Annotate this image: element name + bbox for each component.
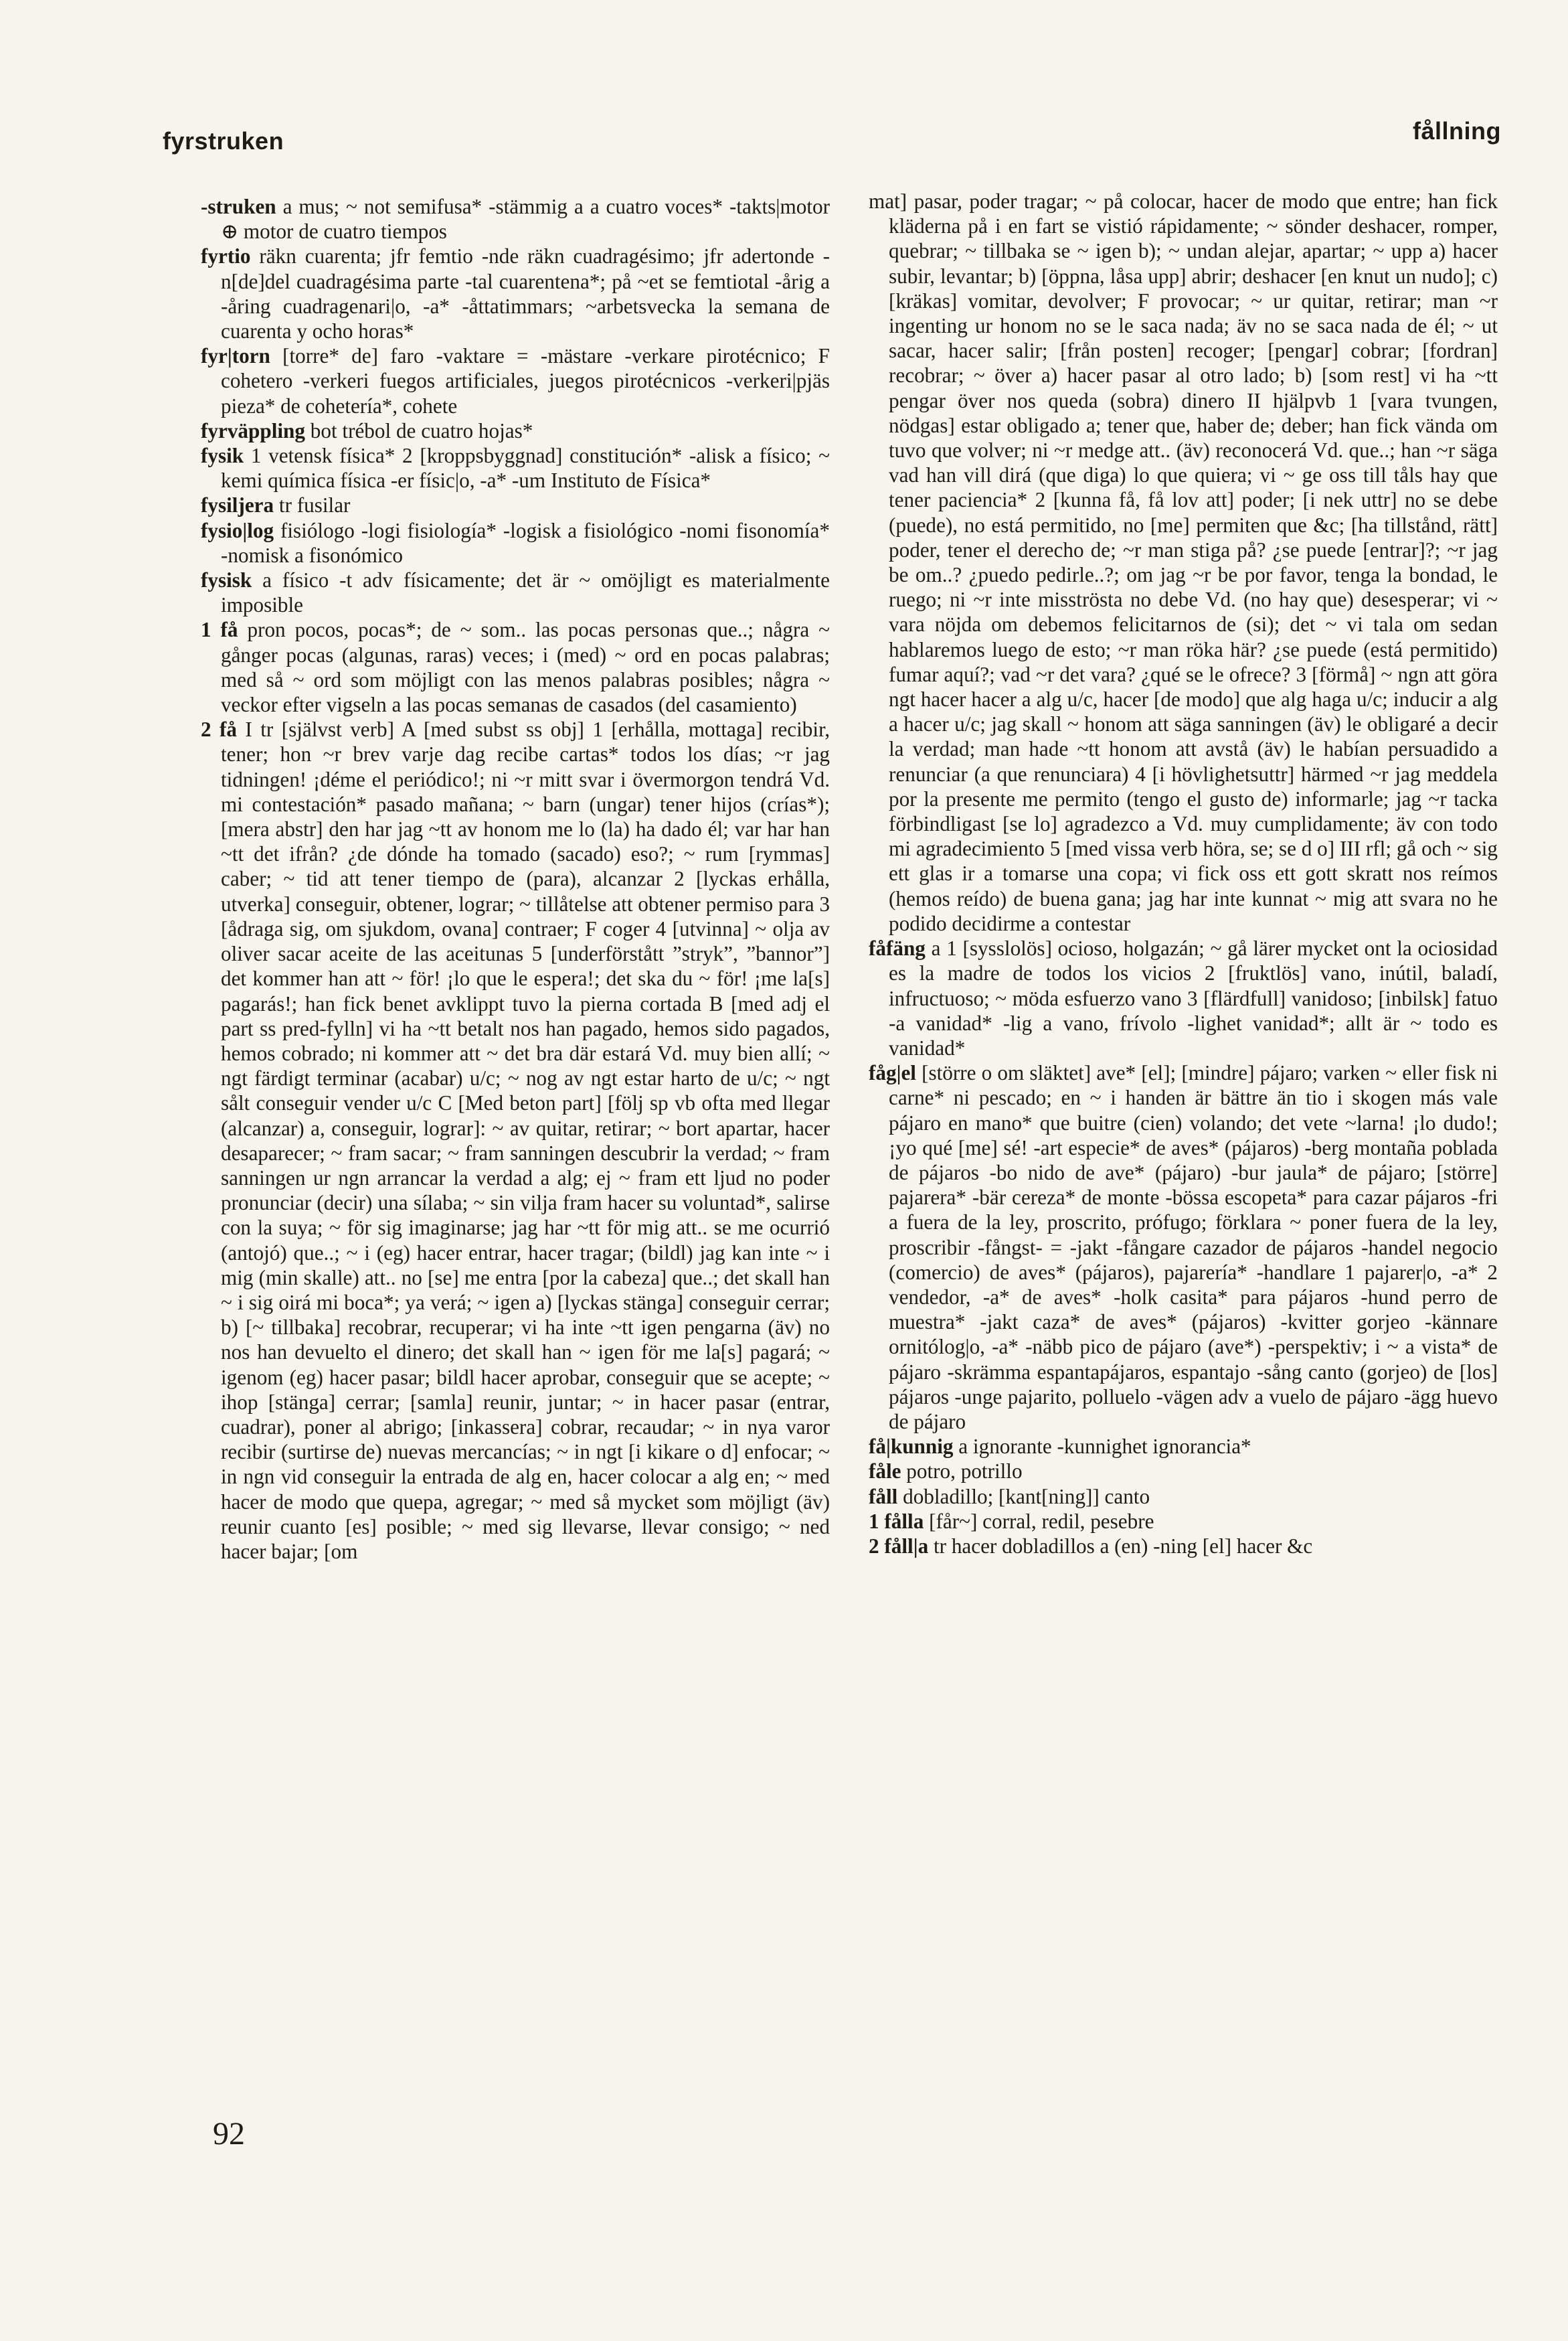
entry-headword: -struken (201, 195, 276, 218)
dictionary-entry (869, 1534, 1498, 1558)
entry-text: mat] pasar, poder tragar; ~ på colocar, hacer de modo que entre; han fick kläderna på i en fart se vistió rápidamente; ~ sönder deshacer, romper, quebrar; ~ tillbaka se ~ igen b); ~ undan alejar, apartar; ~ upp a) hacer subir, levantar; b) [öppna, låsa upp] abrir; deshacer [en knut un nudo]; c) [kräkas] vomitar, devolver; F provocar; ~ ur quitar, retirar; man ~r ingenting ur honom no se le saca nada; äv no se saca nada de él; ~ ut sacar, hacer salir; [från posten] recoger; [pengar] cobrar; [fordran] recobrar; ~ över a) hacer pasar al otro lado; b) [som rest] vi ha ~tt pengar över nos queda (sobra) dinero II hjälpvb 1 [vara tvungen, nödgas] estar obligado a; tener que, haber de; deber; han fick vända om tuvo que volver; ni ~r medge att.. (äv) reconocerá Vd. que..; han ~r säga vad han vill dirá (que diga) lo que quiera; vi ~ ge oss till tåls hay que tener paciencia* 2 [kunna få, få lov att] poder; [i nek uttr] no se debe (puede), no está permitido, no [me] permiten que &c; [ha tillstånd, rätt] poder, tener el derecho de; ~r man stiga på? ¿se puede [entrar]?; ~r jag be om..? ¿puedo pedirle..?; om jag ~r be por favor, tenga la bondad, le ruego; ni ~r inte misströsta no debe Vd. (no hay que) desesperar; vi ~ vara nöjda om debemos felicitarnos de (si); det ~ vi tala om sedan hablaremos luego de esto; ~r man röka här? ¿se puede (está permitido) fumar aquí?; vad ~r det vara? ¿qué se le ofrece? 3 [förmå] ~ ngn att göra ngt hacer hacer a alg u/c, hacer [de modo] que alg haga u/c; inducir a alg a hacer u/c; jag skall ~ honom att säga sanningen (äv) le obligaré a decir la verdad; man hade ~tt honom att avstå (äv) le habían persuadido a renunciar (a que renunciara) 4 [i hövlighetsuttr] härmed ~r jag meddela por la presente me permito (tengo el gusto de) informarle; jag ~r tacka förbindligast [se lo] agradezco a Vd. muy cumplidamente; äv con todo mi agradecimiento 5 [med vissa verb höra, se; se d o] III rfl; gå och ~ sig ett glas ir a tomarse una copa; vi fick oss ett gott skratt nos reímos (hemos reído) de buena gana; jag har inte kunnat ~ mig att svara no he podido decidirme a contestar (869, 189, 1498, 935)
dictionary-entry (869, 1509, 1498, 1534)
entry-headword: fysiljera (201, 493, 274, 517)
entry-headword: fysisk (201, 568, 252, 592)
dictionary-entry (201, 617, 830, 717)
entry-text: räkn cuarenta; jfr femtio -nde räkn cuadragésimo; jfr adertonde -n[de]del cuadragésima parte -tal cuarentena*; på ~et se femtiotal -årig a -åring cuadragenari|o, -a* -åttatimmars; ~arbetsvecka la semana de cuarenta y ocho horas* (221, 244, 830, 343)
left-column (201, 194, 830, 2082)
entry-text: a mus; ~ not semifusa* -stämmig a a cuatro voces* -takts|motor ⊕ motor de cuatro tiempos (221, 195, 830, 244)
entry-text: [får~] corral, redil, pesebre (929, 1509, 1154, 1533)
dictionary-entry (201, 717, 830, 1564)
entry-text: potro, potrillo (906, 1459, 1023, 1483)
entry-headword: 2 fåll|a (869, 1534, 929, 1558)
entry-headword: fåg|el (869, 1061, 916, 1085)
entry-text: I tr [självst verb] A [med subst ss obj] 1 [erhålla, mottaga] recibir, tener; hon ~r brev varje dag recibe cartas* todos los días; ~r jag tidningen! ¡déme el periódico!; ni ~r mitt svar i övermorgon tendrá Vd. mi contestación* pasado mañana; ~ barn (ungar) tener hijos (crías*); [mera abstr] den har jag ~tt av honom me lo (la) ha dado él; var har han ~tt det ifrån? ¿de dónde ha tomado (sacado) eso?; ~ rum [rymmas] caber; ~ tid att tener tiempo de (para), alcanzar 2 [lyckas erhålla, utverka] conseguir, obtener, lograr; ~ tillåtelse att obtener permiso para 3 [ådraga sig, om sjukdom, ovana] contraer; F coger 4 [utvinna] ~ olja av oliver sacar aceite de las aceitunas 5 [underförstått ”stryk”, ”bannor”] det kommer han att ~ för! ¡lo que le espera!; det ska du ~ för! ¡me la[s] pagarás!; han fick benet avklippt tuvo la pierna cortada B [med adj el part ss pred-fylln] vi ha ~tt betalt nos han pagado, hemos sido pagados, hemos cobrado; ni kommer att ~ det bra där estará Vd. muy bien allí; ~ ngt färdigt terminar (acabar) u/c; ~ nog av ngt estar harto de u/c; ~ ngt sålt conseguir vender u/c C [Med beton part] [följ sp vb ofta med llegar (alcanzar) a, conseguir, lograr]: ~ av quitar, retirar; ~ bort apartar, hacer desaparecer; ~ fram sacar; ~ fram sanningen descubrir la verdad; ~ fram sanningen ur ngn arrancar la verdad a alg; ej ~ fram ett ljud no poder pronunciar (decir) una sílaba; ~ sin vilja fram hacer su voluntad*, salirse con la suya; ~ för sig imaginarse; jag har ~tt för mig att.. se me ocurrió (antojó) que..; ~ i (eg) hacer entrar, hacer tragar; (bildl) jag kan inte ~ i mig (min skalle) att.. no [se] me entra [por la cabeza] que..; det skall han ~ i sig oirá mi boca*; ya verá; ~ igen a) [lyckas stänga] conseguir cerrar; b) [~ tillbaka] recobrar, recuperar; vi ha inte ~tt igen pengarna (äv) no nos han devuelto el dinero; det skall han ~ igen för me la[s] pagará; ~ igenom (eg) hacer pasar; bildl hacer aprobar, conseguir que se acepte; ~ ihop [stänga] cerrar; [samla] reunir, juntar; ~ in hacer pasar (entrar, cuadrar), poner al abrigo; [inkassera] cobrar, recaudar; ~ in nya varor recibir (surtirse de) nuevas mercancías; ~ in ngt [i kikare o d] enfocar; ~ in ngn vid conseguir la entrada de alg en, hacer colocar a alg en; ~ med hacer de modo que quepa, agregar; ~ med så mycket som möjligt (äv) reunir cuanto [es] posible; ~ med sig llevarse, llevar consigo; ~ ned hacer bajar; [om (221, 718, 830, 1563)
entry-text: fisiólogo -logi fisiología* -logisk a fisiológico -nomi fisonomía* -nomisk a fisonómico (221, 518, 830, 567)
dictionary-entry-continued (869, 189, 1498, 936)
entry-headword: fyrväppling (201, 418, 305, 442)
dictionary-entry (869, 1434, 1498, 1459)
entry-text: pron pocos, pocas*; de ~ som.. las pocas personas que..; några ~ gånger pocas (algunas, raras) veces; i (med) ~ ord en pocas palabras; med så ~ ord som möjligt con las menos palabras posibles; några ~ veckor efter vigseln a las pocas semanas de casados (del casamiento) (221, 618, 830, 717)
entry-headword: få|kunnig (869, 1435, 954, 1459)
dictionary-entry (201, 343, 830, 418)
dictionary-entry (869, 1459, 1498, 1483)
entry-text: tr fusilar (278, 493, 351, 517)
page-number: 92 (213, 2116, 245, 2152)
entry-headword: fåll (869, 1484, 898, 1508)
dictionary-entry (201, 493, 830, 517)
entry-text: tr hacer dobladillos a (en) -ning [el] hacer &c (933, 1534, 1313, 1558)
entry-headword: 1 få (201, 618, 238, 642)
entry-headword: 1 fålla (869, 1509, 924, 1533)
dictionary-entry (869, 1060, 1498, 1434)
entry-text: a físico -t adv físicamente; det är ~ omöjligt es materialmente imposible (221, 568, 831, 617)
dictionary-entry (869, 1484, 1498, 1509)
dictionary-entry (201, 194, 830, 244)
entry-text: a ignorante -kunnighet ignorancia* (958, 1435, 1251, 1459)
dictionary-entry (201, 518, 830, 568)
entry-headword: fyrtio (201, 244, 251, 268)
entry-text: bot trébol de cuatro hojas* (310, 418, 533, 442)
entry-text: dobladillo; [kant[ning]] canto (903, 1484, 1150, 1508)
dictionary-entry (869, 936, 1498, 1060)
entry-headword: fysik (201, 444, 244, 468)
entry-headword: fyr|torn (201, 344, 270, 368)
entry-text: 1 vetensk física* 2 [kroppsbyggnad] constitución* -alisk a físico; ~ kemi química física -er físic|o, -a* -um Instituto de Física* (221, 444, 830, 493)
dictionary-entry (201, 418, 830, 443)
running-head-right: fållning (1413, 117, 1501, 145)
entry-headword: fysio|log (201, 518, 274, 542)
dictionary-entry (201, 443, 830, 493)
entry-text: [torre* de] faro -vaktare = -mästare -verkare pirotécnico; F cohetero -verkeri fuegos artificiales, juegos pirotécnicos -verkeri|pjäs pieza* de cohetería*, cohete (221, 344, 831, 418)
dictionary-entry (201, 244, 830, 343)
running-head-left: fyrstruken (163, 127, 284, 155)
dictionary-entry (201, 568, 830, 617)
entry-text: a 1 [sysslolös] ocioso, holgazán; ~ gå lärer mycket ont la ociosidad es la madre de todos los vicios 2 [fruktlös] vano, inútil, baladí, infructuoso; ~ möda esfuerzo vano 3 [flärdfull] vanidoso; [inbilsk] fatuo -a vanidad* -lig a vano, frívolo -lighet vanidad*; allt är ~ todo es vanidad* (889, 937, 1498, 1060)
entry-text: [större o om släktet] ave* [el]; [mindre] pájaro; varken ~ eller fisk ni carne* ni pescado; en ~ i handen är bättre än tio i skogen más vale pájaro en mano* que buitre (cien) volando; det vete ~larna! ¡lo dudo!; ¡yo qué [me] sé! -art especie* de aves* (pájaros) -berg montaña poblada de pájaros -bo nido de ave* (pájaro) -bur jaula* de pájaro; [större] pajarera* -bär cereza* de monte -bössa escopeta* para cazar pájaros -fri a fuera de la ley, proscrito, prófugo; förklara ~ poner fuera de la ley, proscribir -fångst- = -jakt -fångare cazador de pájaros -handel negocio (comercio) de aves* (pájaros), pajarería* -handlare 1 pajarer|o, -a* 2 vendedor, -a* de aves* -holk casita* para pájaros -hund perro de muestra* -jakt caza* de aves* (pájaros) -kvitter gorjeo -kännare ornitólog|o, -a* -näbb pico de pájaro (ave*) -perspektiv; i ~ a vista* de pájaro -skrämma espantapájaros, espantajo -sång canto (gorjeo) de [los] pájaros -unge pajarito, polluelo -vägen adv a vuelo de pájaro -ägg huevo de pájaro (889, 1061, 1498, 1433)
entry-headword: 2 få (201, 718, 237, 742)
entry-headword: fåfäng (869, 937, 926, 961)
entry-headword: fåle (869, 1459, 901, 1483)
right-column (869, 189, 1498, 2090)
